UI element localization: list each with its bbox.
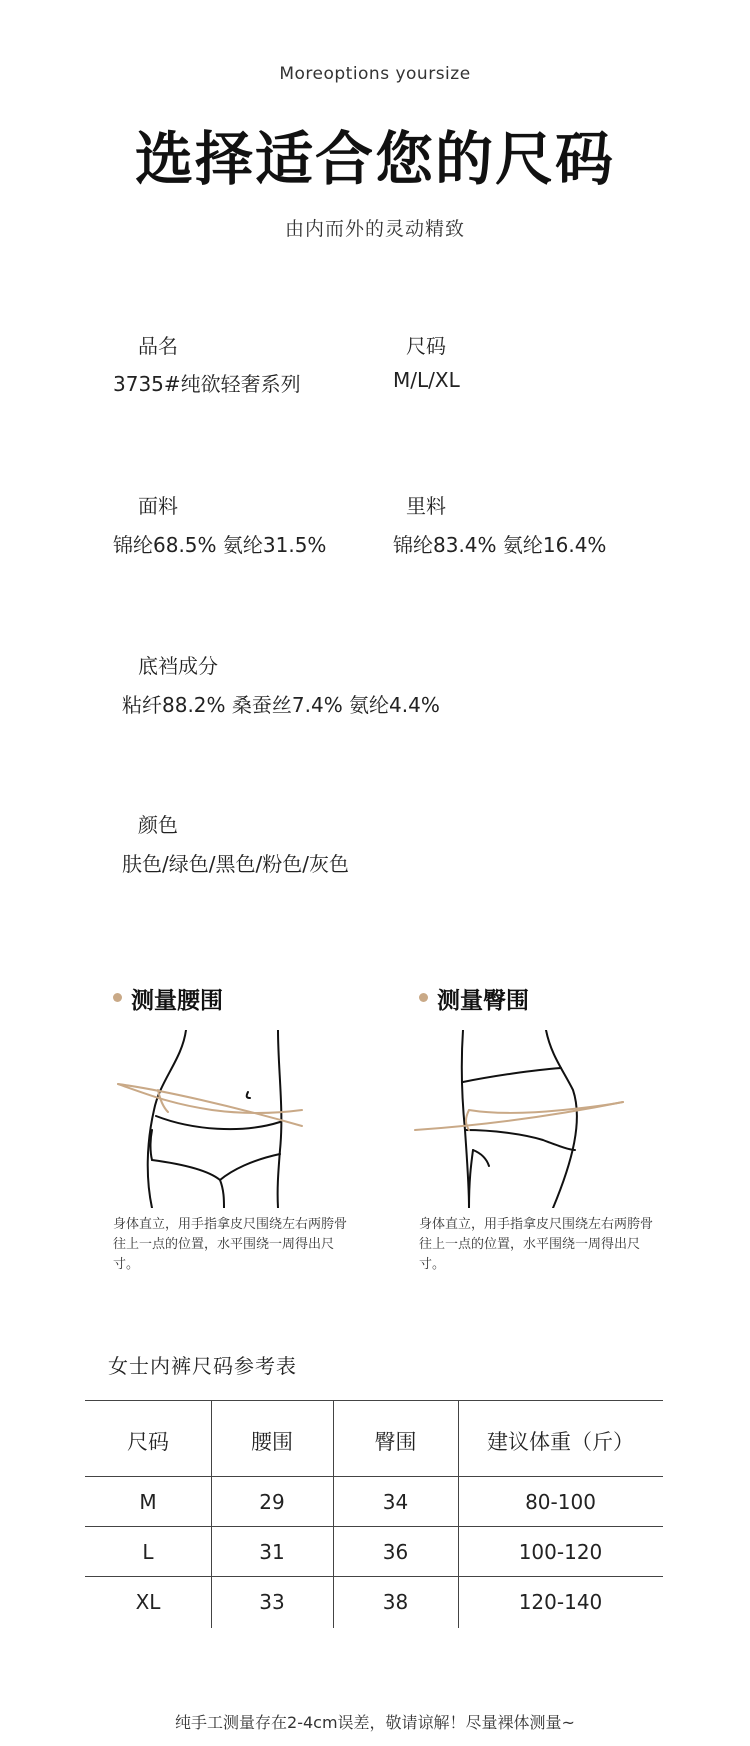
header-hip: 臀围 bbox=[374, 1430, 417, 1454]
fabric-label: 面料 bbox=[138, 494, 178, 518]
table-cell: XL bbox=[135, 1590, 161, 1614]
table-cell: 36 bbox=[382, 1540, 409, 1564]
color-label: 颜色 bbox=[138, 813, 178, 837]
fabric-value: 锦纶68.5% 氨纶31.5% bbox=[113, 533, 327, 557]
hip-figure-icon bbox=[413, 1030, 628, 1208]
table-cell: 29 bbox=[259, 1490, 285, 1514]
waist-figure-icon bbox=[112, 1030, 312, 1208]
table-cell: 120-140 bbox=[518, 1590, 603, 1614]
lining-value: 锦纶83.4% 氨纶16.4% bbox=[393, 533, 607, 557]
lining-label: 里料 bbox=[406, 494, 446, 518]
crotch-value: 粘纤88.2% 桑蚕丝7.4% 氨纶4.4% bbox=[122, 693, 440, 717]
hip-measure-title: 测量臀围 bbox=[437, 988, 529, 1014]
color-value: 肤色/绿色/黑色/粉色/灰色 bbox=[122, 852, 349, 876]
table-cell: 38 bbox=[382, 1590, 409, 1614]
table-cell: 80-100 bbox=[525, 1490, 596, 1514]
page-title: 选择适合您的尺码 bbox=[134, 125, 615, 193]
header-size: 尺码 bbox=[127, 1430, 169, 1454]
table-cell: 31 bbox=[259, 1540, 285, 1564]
waist-measure-desc: 身体直立，用手指拿皮尺围绕左右两胯骨往上一点的位置，水平围绕一周得出尺寸。 bbox=[113, 1217, 348, 1272]
size-chart-title: 女士内裤尺码参考表 bbox=[108, 1354, 297, 1378]
crotch-label: 底裆成分 bbox=[138, 654, 218, 678]
header-waist: 腰围 bbox=[251, 1430, 293, 1454]
product-name-label: 品名 bbox=[138, 334, 178, 358]
subtitle-en: Moreoptions yoursize bbox=[279, 64, 471, 84]
size-label: 尺码 bbox=[406, 334, 446, 358]
product-name-value: 3735#纯欲轻奢系列 bbox=[113, 372, 301, 396]
waist-measure-title: 测量腰围 bbox=[131, 988, 223, 1014]
footer-note: 纯手工测量存在2-4cm误差，敬请谅解！尽量裸体测量~ bbox=[175, 1713, 575, 1732]
header-weight: 建议体重（斤） bbox=[487, 1430, 634, 1454]
table-cell: 100-120 bbox=[518, 1540, 603, 1564]
size-value: M/L/XL bbox=[393, 368, 460, 392]
size-chart-table bbox=[85, 1400, 663, 1628]
waist-bullet-icon bbox=[113, 993, 122, 1002]
hip-measure-desc: 身体直立，用手指拿皮尺围绕左右两胯骨往上一点的位置，水平围绕一周得出尺寸。 bbox=[419, 1217, 654, 1272]
table-cell: 34 bbox=[382, 1490, 409, 1514]
table-cell: M bbox=[139, 1490, 157, 1514]
tagline: 由内而外的灵动精致 bbox=[284, 218, 465, 240]
hip-bullet-icon bbox=[419, 993, 428, 1002]
table-cell: L bbox=[142, 1540, 154, 1564]
table-cell: 33 bbox=[259, 1590, 285, 1614]
